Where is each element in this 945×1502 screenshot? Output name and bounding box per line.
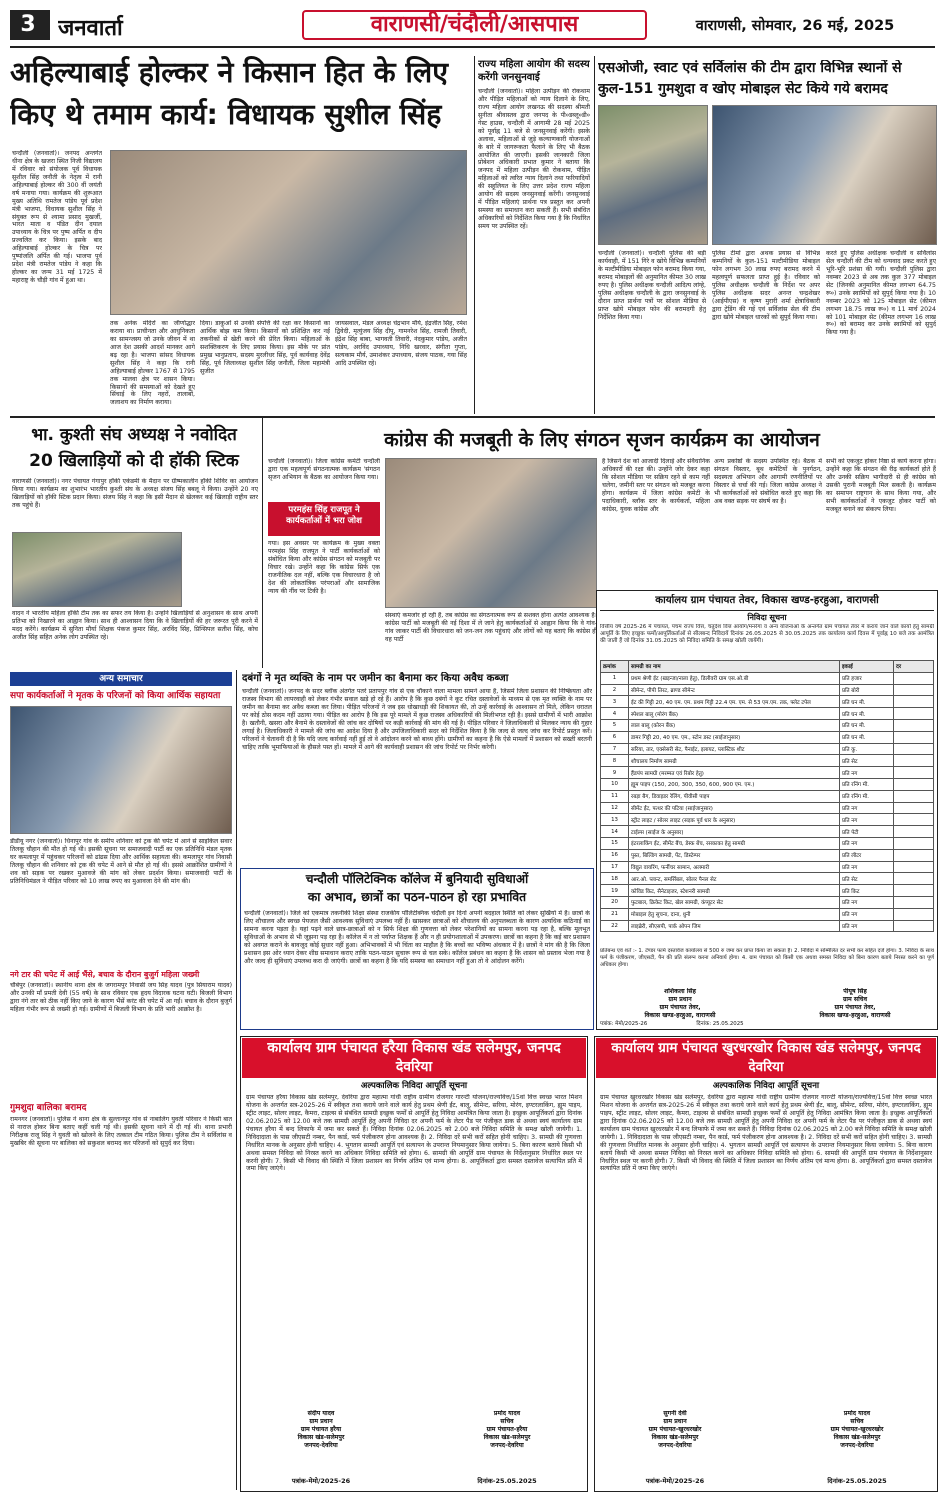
haraiya-sig1-0: संदीप यादव (307, 1410, 335, 1417)
tender-cell: प्रति नग (840, 920, 894, 932)
masthead (0, 0, 945, 48)
land-body: चन्दौली (जनवार्ता)। जनपद के सदर ब्लॉक अंतर्गत पतरे प्रतापपुर गांव से एक चौंकाने वाला मामला सामने आया है, जिसमें जिला प्रशासन की निष्क्रियता और राजस्व विभाग की लापरवाही को लेकर गंभीर सवाल खड़े हो रहे हैं। आरोप है कि कुछ दबंगों ने कूट रचित दस्तावेजों के माध्यम से एक मृत व्यक्ति के नाम पर जमीन का बैनामा कर अवैध कब्जा कर लिया। पीड़ित परिजनों ने जब इस धोखाधड़ी की शिकायत की, तो उन्हें कार्रवाई के आश्वासन तो मिले, लेकिन धरातल पर कोई ठोस कदम नहीं उठाया गया। पीड़ित का आरोप है कि इस पूरे मामले में कुछ राजस्व अधिकारियों की मिलीभगत रही है। इससे ग्रामीणों में भारी आक्रोश है। खतौनी, खसरा और बैनामे के दस्तावेजों की जांच कर दोषियों पर कड़ी कार्रवाई की मांग की गई है। पीड़ित परिवार ने जिलाधिकारी से मिलकर न्याय की गुहार लगाई है। जिलाधिकारी ने मामले की जांच का आदेश दिया है और उपजिलाधिकारी सदर को निर्देशित किया है कि जल्द से जल्द जांच कर रिपोर्ट प्रस्तुत करें। परिजनों ने चेतावनी दी है कि यदि जल्द कार्रवाई नहीं हुई तो वे आंदोलन करने को बाध्य होंगे। ग्रामीणों का कहना है कि ऐसे मामलों में प्रशासन को सख्ती बरतनी चाहिए ताकि भूमाफियाओं के हौसले पस्त हों। मामले में आगे की कार्यवाही प्रशासन की जांच रिपोर्ट पर निर्भर करेगी। (242, 688, 592, 751)
haraiya-ref: पत्रांक-मेमो/2025-26 (291, 1477, 351, 1485)
lead-headline-1: अहिल्याबाई होल्कर ने किसान हित के लिए (10, 56, 448, 89)
hockey-body-2: वादन ने भारतीय महिला हॉकी टीम तक का सफर तय किया है। उन्होंने खिलाड़ियों से अनुशासन के साथ अपनी प्रतिभा को निखारने का आह्वान किया। साथ ही आश्वासन दिया कि वे खिलाड़ियों की हर जरूरत पूरी करने में मदद करेंगे। कार्यक्रम में सुनिता मौर्या शिक्षक पंकज कुमार सिंह, अरविंद सिंह, प्रिन्सिपल सतीश सिंह, कोच अजीत सिंह सहित अनेक लोग उपस्थित रहे। (12, 610, 258, 641)
haraiya-sig2-2: ग्राम पंचायत-हरैया (486, 1426, 528, 1434)
tender-table (600, 660, 934, 932)
haraiya-sig2-0: प्रमोद यादव (493, 1410, 521, 1417)
haraiya-body: ग्राम पंचायत हरैया विकास खंड सलेमपुर, देवरिया द्वारा महात्मा गांधी राष्ट्रीय ग्रामीण रोजगार गारन्टी योजना/राज्यवित्त/15वां वित्त स्वच्छ भारत मिशन योजना के अन्तर्गत सत्र-2025-26 में स्वीकृत तथा कराये जाने वाले कार्य हेतु प्रथम श्रेणी ईंट, बालू, सीमेन्ट, सरिया, मोरंग, इण्टरलाकिंग, ह्यूम पाइप, स्ट्रीट लाइट, सोलर लाइट, कैमरा, टाइल्स से संबंधित सामग्री इच्छुक फर्मों से आपूर्ति हेतु निविदा आमंत्रित किया जाता है। इच्छुक आपूर्तिकर्ता द्वारा दिनांक 02.06.2025 को 12.00 बजे तक सामग्री आपूर्ति हेतु अपनी निविदा दर अपनी फर्म के लेटर पैड पर पंजीकृत डाक से अथवा स्वयं कार्यालय ग्राम पंचायत हरैया में बन्द लिफाफे में जमा कर सकते हैं। निविदा दिनांक 02.06.2025 को 2.00 बजे निविदा समिति के समक्ष खोली जायेगी। 1. निविदादाता के पास जीएसटी नम्बर, पैन कार्ड, फर्म पंजीकरण होना आवश्यक है। 2. निविदा दरें सभी करों सहित होनी चाहिए। 3. सामग्री की गुणवत्ता निर्धारित मानक के अनुसार होनी चाहिए। 4. भुगतान सामग्री आपूर्ति एवं सत्यापन के उपरान्त नियमानुसार किया जायेगा। 5. बिना कारण बताये किसी भी अथवा समस्त निविदा को निरस्त करने का अधिकार निविदा समिति को होगा। 6. सामग्री की आपूर्ति ग्राम पंचायत के निर्देशानुसार निर्धारित स्थल पर करनी होगी। 7. किसी भी विवाद की स्थिति में जिला प्रशासन का निर्णय अंतिम एवं मान्य होगा। 8. आपूर्तिकर्ता द्वारा समस्त दस्तावेज सत्यापित प्रति में जमा किए जाएंगे। (246, 1094, 582, 1173)
haraiya-sig1-4: जनपद-देवरिया (304, 1442, 338, 1450)
tender-cell (894, 896, 934, 908)
sog-headline-1: एसओजी, स्वाट एवं सर्विलांस की टीम द्वारा विभिन्न स्थानों से (598, 60, 902, 76)
sog-photo-2 (712, 105, 937, 245)
tender-sig2-1: ग्राम सचिव (842, 996, 868, 1004)
tender-sig2-2: ग्राम पंचायत तेवर, (834, 1004, 876, 1012)
tender-cell: 6 (601, 731, 629, 743)
congress-body-4: अन्य प्रकोष्ठों के सदस्य उपस्थित रहे। बैठक में संगठन विस्तार, बूथ कमेटियों के पुनर्गठन, सदस्यता अभियान और आगामी रणनीतियों पर विस्तार से चर्चा की गई। जिला कांग्रेस अध्यक्ष ने भी कार्यकर्ताओं को संबोधित करते हुए कहा कि अब वक्त सड़क पर संघर्ष का है। (714, 458, 822, 505)
tender-cell (894, 802, 934, 814)
haraiya-sig-1 (246, 1410, 396, 1450)
table-row (601, 885, 934, 897)
table-row (601, 672, 934, 684)
tender-cell (894, 908, 934, 920)
tender-cell: पुस्त, बिल्डिंग सामग्री, पेंट, डिस्टेम्पर (629, 849, 840, 861)
tender-sig1-1: ग्राम प्रधान (668, 996, 692, 1004)
sog-body-col1: चन्दौली (जनवार्ता)। चन्दौली पुलिस की बड़ी कार्यवाही, में 151 गिरे व खोये विभिन्न कम्पनियों के मल्टीमीडिया मोबाइल फोन बरामद किया गया, बरामद मोबाइलों की अनुमानित कीमत 30 लाख रुपए है। पुलिस अधीक्षक चन्दौली आदित्य लांग्हे, पुलिस अधीक्षक चन्दौली के द्वारा जनसुनवाई के दौरान प्राप्त प्रार्थना पत्रों पर सोशल मीडिया से प्राप्त खोये मोबाइल फोन की बरामदगी हेतु निर्देशित किया गया। (598, 250, 706, 321)
tender-sig2-0: पीयूष सिंह (843, 988, 867, 995)
table-row (601, 755, 934, 767)
tender-cell (894, 790, 934, 802)
tender-header-cell: सामग्री का नाम (629, 661, 840, 673)
haraiya-sig1-2: ग्राम पंचायत हरैया (300, 1426, 342, 1434)
haraiya-sig2-3: विकास खंड-सलेमपुर (483, 1434, 531, 1442)
tender-cell: 3 (601, 696, 629, 708)
tender-cell: 20 (601, 896, 629, 908)
tender-cell: प्रति सेट (840, 755, 894, 767)
tender-cell (894, 920, 934, 932)
tender-ref: पत्रांक: मेमो/2025-26 (600, 1021, 648, 1027)
tender-cell: 14 (601, 826, 629, 838)
tender-table-wrap (600, 660, 934, 932)
tender-cell: लाल बालू (कोरन बैंक) (629, 719, 840, 731)
congress-body-6: संस्थाएं कमजोर हो रही हैं, तब कांग्रेस का संगठनात्मक रूप से सशक्त होना अत्यंत आवश्यक है। कांग्रेस पार्टी को मजबूती की नई दिशा में ले जाने हेतु कार्यकर्ताओं से आह्वान किया कि वे गांव-गांव जाकर पार्टी की विचारधारा को जन-जन तक पहुंचाएं और लोगों को यह बताएं कि कांग्रेस ही वह पार्टी (385, 612, 597, 643)
haraiya-sig2-4: जनपद-देवरिया (490, 1442, 524, 1450)
tender-tevar-title: कार्यालय ग्राम पंचायत तेवर, विकास खण्ड-हरहुआ, वाराणसी (655, 595, 879, 606)
table-row (601, 684, 934, 696)
table-row (601, 696, 934, 708)
congress-subhead: परमहंस सिंह राजपूत ने कार्यकर्ताओं में भरा जोश (286, 505, 362, 526)
tender-cell: प्रति नग (840, 896, 894, 908)
khurd-title: कार्यालय ग्राम पंचायत खुरधरखोर विकास खंड सलेमपुर, जनपद देवरिया (596, 1038, 936, 1078)
tender-cell: प्रति नग (840, 814, 894, 826)
tender-cell: प्रति बोरी (840, 684, 894, 696)
sog-photo-1 (598, 105, 708, 245)
tender-cell: शौचालय निर्माण सामग्री (629, 755, 840, 767)
dateline: वाराणसी, सोमवार, 26 मई, 2025 (695, 18, 895, 34)
congress-body-2: गया। इस अवसर पर कार्यक्रम के मुख्य वक्ता परमहंस सिंह राजपूत ने पार्टी कार्यकर्ताओं को संबोधित किया और कांग्रेस संगठन को मजबूती पर विचार रखे। उन्होंने कहा कि कांग्रेस सिर्फ एक राजनीतिक दल नहीं, बल्कि एक विचारधारा है जो देश की लोकतांत्रिक परंपराओं और सामाजिक न्याय की नींव पर टिकी है। (268, 540, 380, 595)
tender-cell (894, 873, 934, 885)
tender-cell (894, 719, 934, 731)
tender-cell: प्रति रनिंग मी. (840, 778, 894, 790)
tender-cell: 4 (601, 708, 629, 720)
land-headline: दबंगों ने मृत व्यक्ति के नाम पर जमीन का बैनामा कर किया अवैध कब्जा (242, 673, 509, 684)
tender-cell: प्रति नग (840, 837, 894, 849)
khurd-sig1-1: ग्राम प्रधान (663, 1418, 687, 1426)
table-row (601, 790, 934, 802)
table-row (601, 778, 934, 790)
tender-cell: 17 (601, 861, 629, 873)
side-body-1: डीडीयू नगर (जनवार्ता)। धिनापुर गांव के समीप शनिवार को ट्रक की चपेट में आने से साइकिल सवार तिलकू चौहान की मौत हो गई थी। इसकी सूचना पर समाजवादी पार्टी का एक प्रतिनिधि मंडल मृतक घर कमलापुर में पहुंचकर परिजनों को ढांढस दिया और आर्थिक सहायता की। कमलापुर गांव निवासी तिलकू चौहान की शनिवार को ट्रक की चपेट में आने से मौत हो गई थी। इससे आक्रोशित ग्रामीणों ने शव को सड़क पर रखकर मुआवजे की मांग को लेकर प्रदर्शन किया। समाजवादी पार्टी के प्रतिनिधिमंडल ने पीड़ित परिवार को 10 लाख रुपए का मुआवजा देने की मांग की। (10, 838, 232, 885)
tender-cell (894, 708, 934, 720)
khurd-sig1-4: जनपद-देवरिया (658, 1442, 692, 1450)
tender-cell (894, 743, 934, 755)
table-row (601, 908, 934, 920)
tender-sig-1 (600, 988, 760, 1020)
tender-cell (894, 778, 934, 790)
table-row (601, 814, 934, 826)
tender-cell (894, 755, 934, 767)
tender-cell: प्रति घन मी. (840, 696, 894, 708)
tender-sig1-0: शशिकला सिंह (664, 988, 696, 995)
tender-cell: प्रति हजार (840, 672, 894, 684)
side-photo (10, 706, 232, 834)
tender-cell: कोविड किट, सैनेटाइजर, स्टेशनरी सामग्री (629, 885, 840, 897)
tender-cell (894, 826, 934, 838)
tender-cell: स्ट्रीट लाइट / सोलर लाइट (सड़क पूर्व धार के अनुसार) (629, 814, 840, 826)
tender-cell (894, 861, 934, 873)
khurd-sig2-0: प्रमोद यादव (843, 1410, 871, 1417)
tender-cell: फुटबाल, क्रिकेट किट, खेल सामग्री, कंप्यूटर सेट (629, 896, 840, 908)
sog-headline-2: कुल-151 गुमशुदा व खोए मोबाइल सेट किये गये बरामद (598, 81, 888, 97)
tender-date: दिनांक: 25.05.2025 (696, 1021, 744, 1027)
haraiya-sig1-3: विकास खंड-सलेमपुर (297, 1434, 345, 1442)
tender-header-cell: दर (894, 661, 934, 673)
tender-cell: 12 (601, 802, 629, 814)
tender-cell: 2 (601, 684, 629, 696)
tender-cell: प्रति नग (840, 802, 894, 814)
tender-cell: प्रति कु. (840, 743, 894, 755)
side-headline-2: नगे टार की चपेट में आई भैंसे, बचाव के दौरान बुजुर्ग महिला जख्मी (10, 970, 200, 979)
khurd-subtitle: अल्पकालिक निविदा आपूर्ति सूचना (712, 1081, 820, 1091)
sog-body-col2: पुलिस टीमों द्वारा अथक प्रयास से विभिन्न कम्पनियों के कुल-151 मल्टीमीडिया मोबाइल फोन लगभग 30 लाख रुपए बरामद करने में महत्वपूर्ण सफलता प्राप्त हुई है। रविवार को पुलिस अधीक्षक चन्दौली के निर्देश पर अपर पुलिस अधीक्षक सदर अनन्त चन्द्रशेखर (आईपीएस) व कृष्ण मुरारी शर्मा क्षेत्राधिकारी द्वारा ट्रेडिंग की गई एवं सर्विलांस सेल की टीम द्वारा खोये मोबाइल धारकों को सुपुर्द किया गया। (712, 250, 820, 321)
table-row (601, 708, 934, 720)
tender-cell: 11 (601, 790, 629, 802)
tender-cell: प्रति लीटर (840, 849, 894, 861)
tender-cell (894, 767, 934, 779)
hockey-headline-2: 20 खिलाड़ियों को दी हॉकी स्टिक (29, 451, 239, 471)
tender-cell: 22 (601, 920, 629, 932)
haraiya-title: कार्यालय ग्राम पंचायत हरैया विकास खंड सलेमपुर, जनपद देवरिया (242, 1038, 586, 1078)
tender-sig1-2: ग्राम पंचायत तेवर, (659, 1004, 701, 1012)
tender-cell: 19 (601, 885, 629, 897)
poly-headline-1: चन्दौली पॉलिटेक्निक कॉलेज में बुनियादी सुविधाओं (305, 872, 529, 886)
khurd-sig2-2: ग्राम पंचायत-खुरधरखोर (830, 1426, 884, 1434)
hockey-photo (12, 532, 182, 607)
page-number: 3 (20, 12, 36, 37)
tender-header-cell: क्रमांक (601, 661, 629, 673)
tender-cell: रबड़ा बैग, डिवाइडर रेलिंग, पीवीसी पाइप (629, 790, 840, 802)
tender-cell: ईट की गिट्टी 20, 40 एम. एम. प्रथम गिट्टी 22.4 एम. एम. से 53 एम.एम. तक, फ्लेट टपेल (629, 696, 840, 708)
table-row (601, 767, 934, 779)
haraiya-sig2-1: सचिव (500, 1418, 514, 1426)
tender-cell: सीमेंट ईंट, पत्थर की पटिया (साईजानुसार) (629, 802, 840, 814)
tender-cell: टाईल्स (साईज के अनुसार) (629, 826, 840, 838)
table-row (601, 861, 934, 873)
lead-body-col3: दिया। डाकुओं से उनकी संपत्ति की रक्षा कर किसानों का आर्थिक बोझ कम किया। किसानों को प्रशिक्षित कर नई तकनीकों से खेती करने की प्रेरित किया। महिलाओं के सशक्तिकरण के लिए प्रयास किया। इस मौके पर प्रांत प्रमुख भानुप्रताप, सदस्य मुरलीधर सिंह, पूर्व कार्यवाह देवेंद्र सिंह, पूर्व जिलाध्यक्ष सुशील सिंह जनौती, जिला महामंत्री सुजीत (200, 320, 330, 375)
tender-cell: 8 (601, 755, 629, 767)
tender-cell: 1 (601, 672, 629, 684)
congress-photo (385, 458, 597, 608)
haraiya-subtitle: अल्पकालिक निविदा आपूर्ति सूचना (360, 1081, 468, 1091)
tender-cell: 15 (601, 837, 629, 849)
sog-body-col3: करते हुए पुलिस अधीक्षक चन्दौली व सर्विलांस सेल चन्दौली की टीम को धन्यवाद प्रकट करते हुए भूरि-भूरि प्रशंसा की गयी। चन्दौली पुलिस द्वारा नवम्बर 2023 से अब तक कुल 377 मोबाइल सेट (जिनकी अनुमानित कीमत लगभग 64.75 रू०) उनके स्वामियों को सुपुर्द किया गया है। 10 नवम्बर 2023 को 125 मोबाइल सेट (कीमत लगभग 18.75 लाख रू०) व 11 मार्च 2024 को 101 मोबाइल सेट (कीमत लगभग 16 लाख रू०) को बरामद कर उनके स्वामियों को सुपुर्द किया गया है। (826, 250, 936, 337)
tender-cell (894, 696, 934, 708)
table-row (601, 920, 934, 932)
tender-cell: आर.ओ. प्लान्ट, समर्सिबल, सोलर पैनल सेट (629, 873, 840, 885)
tender-tevar-intro: वित्तीय वर्ष 2025-26 में पंचायत, पंचम राज्य वित्त, चतुर्दश वित्त आयोग/मनरेगा व अन्य योजनाओं के अन्तर्गत ग्राम पंचायत तेवर में कराये जाने वाले कार्यों हेतु सामग्री आपूर्ति के लिए इच्छुक फर्मों/आपूर्तिकर्ताओं से सीलबन्द निविदायें दिनांक 26.05.2025 से 30.05.2025 तक कार्यालय कार्य दिवस में पूर्वाह्न 10 बजे तक आमंत्रित की जाती हैं जो दिनांक 31.05.2025 को निविदा समिति के समक्ष खोली जायेंगी। (600, 624, 934, 645)
lead-photo (110, 150, 467, 315)
tender-tevar-subtitle: निविदा सूचना (747, 613, 787, 622)
haraiya-sig1-1: ग्राम प्रधान (309, 1418, 333, 1426)
paper-name: जनवार्ता (58, 16, 123, 41)
tender-cell: प्रति नग (840, 861, 894, 873)
tender-terms: प्रतिबन्ध एवं शर्तें :- 1. टेण्डर फार्म दस्तावेज कार्यालय से 500 रु जमा कर प्राप्त किया जा सकता है। 2. निविदा में सम्मिलित दर सभी कर सहित दर्ज होगा। 3. निविदा के साथ फर्म के पंजीकरण, जीएसटी, पैन की प्रति संलग्न करना अनिवार्य होगा। 4. ग्राम पंचायत को किसी एक अथवा समस्त निविदा को बिना कारण बताये निरस्त करने का पूर्ण अधिकार होगा। (600, 948, 934, 968)
tender-cell: प्रति सेट (840, 873, 894, 885)
tender-cell: डामर गिट्टी 20, 40 एम. एम., स्टोन डस्ट (साईजानुसार) (629, 731, 840, 743)
tender-cell: 16 (601, 849, 629, 861)
khurd-sig1-2: ग्राम पंचायत-खुरधरखोर (648, 1426, 702, 1434)
tender-sig1-3: विकास खण्ड-हरहुआ, वाराणसी (644, 1012, 716, 1020)
congress-body-5: सभी को एकजुट होकर निष्ठा से कार्य करना होगा। उन्होंने कहा कि संगठन की रीढ़ कार्यकर्ता होते हैं और उनकी सक्रिय भागीदारी से ही कांग्रेस को उसकी पुरानी मजबूती मिल सकती है। कार्यक्रम का समापन राष्ट्रगान के साथ किया गया, और सभी कार्यकर्ताओं ने एकजुट होकर पार्टी को मजबूत बनाने का संकल्प लिया। (826, 458, 936, 513)
tender-cell: हैंडपंप सामग्री (मरम्मत एवं रिबोर हेतु) (629, 767, 840, 779)
khurd-sig2-3: विकास खंड-सलेमपुर (833, 1434, 881, 1442)
tender-cell (894, 731, 934, 743)
lead-body-col4: जायसवाल, मंडल अध्यक्ष चंद्रभान मौर्य, इंद्रजीत सिंह, रमेश द्विवेदी, मृत्युंजय सिंह दीपू, गामनरेश सिंह, रामजी तिवारी, इंद्रेश सिंह बाबा, भागवती तिवारी, नंदकुमार पांडेय, अजीत पांडेय, अरविंद उपाध्याय, निधि खरवार, संगीता गुप्ता, सत्यकाम मौर्य, उमाशंकर उपाध्याय, संजय पाठक, गया सिंह आदि उपस्थित रहे। (335, 320, 467, 367)
khurd-date: दिनांक-25.05.2025 (827, 1477, 887, 1485)
tender-cell: प्रथम श्रेणी ईट (खड़न्जा/नाला हेतु), डिलीवरी ग्राम एस.ओ.बी (629, 672, 840, 684)
tender-header-cell: इकाई (840, 661, 894, 673)
tender-cell: 7 (601, 743, 629, 755)
women-comm-headline: राज्य महिला आयोग की सदस्य करेंगी जनसुनवाई (478, 59, 590, 83)
tender-cell: प्रति घन मी. (840, 731, 894, 743)
khurd-sig2-4: जनपद-देवरिया (840, 1442, 874, 1450)
tender-cell: 10 (601, 778, 629, 790)
table-row (601, 731, 934, 743)
tender-cell (894, 885, 934, 897)
table-row (601, 837, 934, 849)
tender-cell: 13 (601, 814, 629, 826)
haraiya-date: दिनांक-25.05.2025 (477, 1477, 537, 1485)
congress-headline: कांग्रेस की मजबूती के लिए संगठन सृजन कार्यक्रम का आयोजन (384, 429, 820, 451)
tender-sig2-3: विकास खण्ड-हरहुआ, वाराणसी (819, 1012, 891, 1020)
side-body-2: चौबेपुर (जनवार्ता)। स्थानीय थाना क्षेत्र के जगरामपुर निवासी जय सिंह यादव (पुत्र सियाराम यादव) और उनकी माँ प्रमती देवी (55 वर्ष) के साथ रविवार एक हृदय विदारक घटना घटी। बिजली विभाग द्वारा नंगे तार को ठीक नहीं किए जाने के कारण भैंसें करंट की चपेट में आ गईं। बचाव के दौरान बुजुर्ग महिला गंभीर रूप से जख्मी हो गई। ग्रामीणों में बिजली विभाग के प्रति भारी आक्रोश है। (10, 982, 232, 1013)
side-label: अन्य समाचार (10, 672, 232, 686)
hockey-headline-1: भा. कुश्ती संघ अध्यक्ष ने नवोदित (31, 425, 237, 445)
lead-headline-2: किए थे तमाम कार्य: विधायक सुशील सिंह (10, 98, 442, 131)
tender-cell: प्रति घन मी. (840, 708, 894, 720)
khurd-sig2-1: सचिव (850, 1418, 864, 1426)
table-row (601, 743, 934, 755)
khurd-sig-2 (782, 1410, 932, 1450)
tender-cell: प्रति नग (840, 908, 894, 920)
table-row (601, 849, 934, 861)
haraiya-sig-2 (432, 1410, 582, 1450)
congress-subhead-box (268, 502, 380, 536)
tender-cell (894, 814, 934, 826)
table-row (601, 802, 934, 814)
side-headline-1: सपा कार्यकर्ताओं ने मृतक के परिजनों को किया आर्थिक सहायता (10, 691, 221, 701)
tender-cell (894, 837, 934, 849)
khurd-ref: पत्रांक-मेमो/2025-26 (645, 1477, 705, 1485)
tender-cell: प्रति किट (840, 885, 894, 897)
tender-cell (894, 849, 934, 861)
khurd-sig1-3: विकास खंड-सलेमपुर (651, 1434, 699, 1442)
table-row (601, 896, 934, 908)
tender-cell: प्रति पेटी (840, 826, 894, 838)
tender-cell (894, 684, 934, 696)
tender-cell: सीमेन्ट, पीपी तिरट, ब्राण्ड सीमेन्ट (629, 684, 840, 696)
hockey-body-top (12, 478, 258, 530)
side-headline-3: गुमशुदा बालिका बरामद (10, 1103, 87, 1113)
tender-cell: प्रति घन मी. (840, 719, 894, 731)
tender-cell: लाइब्रेरी, सीएसपी, पार्क ओपन जिम (629, 920, 840, 932)
tender-cell: सरिया, तार, एक्सेसरी सेट, पैनाईट, इलायट, प्लास्टिक शीट (629, 743, 840, 755)
tender-cell: प्रति नग (840, 767, 894, 779)
tender-cell: 18 (601, 873, 629, 885)
tender-cell: प्रति रनिंग मी. (840, 790, 894, 802)
hockey-body-1: वाराणसी (जनवार्ता)। नगर पंचायत गंगापुर हॉकी एकेडमी के मैदान पर ग्रीष्मकालीन हॉकी शिविर का आयोजन किया गया। कार्यक्रम का शुभारंभ भारतीय कुश्ती संघ के अध्यक्ष संजय सिंह बबलू ने किया। उन्होंने 20 नए खिलाड़ियों को हॉकी स्टिक प्रदान किया। संजय सिंह ने कहा कि इसी मैदान से खेलकर कई खिलाड़ी राष्ट्रीय स्तर तक पहुंचे हैं। (12, 478, 258, 509)
poly-body: चन्दौली (जनवार्ता)। जिले को एकमात्र तकनीकी शिक्षा संस्था राजकीय पॉलिटेक्निक चंदौली इन दिनों अपनी बदहाल स्थिति को लेकर सुर्खियों में है। छात्रों के लिए शौचालय और स्वच्छ पेयजल जैसी आवश्यक सुविधाएं उपलब्ध नहीं हैं। खासकर छात्राओं को शौचालय की अनुपलब्धता के कारण अत्यधिक कठिनाई का सामना करना पड़ता है। यहां पढ़ने वाले छात्र-छात्राओं को न सिर्फ शिक्षा की गुणवत्ता को लेकर परेशानियों का सामना करना पड़ रहा है, बल्कि मूलभूत सुविधाओं के अभाव से भी जूझना पड़ रहा है। कॉलेज में न तो पर्याप्त शिक्षक हैं और न ही प्रयोगशालाओं में उपकरण। छात्रों का कहना है कि कई बार प्रशासन को अवगत कराने के बावजूद कोई सुधार नहीं हुआ। अभिभावकों में भी चिंता का माहौल है कि बच्चों का भविष्य अंधकार में है। छात्रों ने मांग की है कि जिला प्रशासन इस ओर ध्यान देकर शीघ्र समाधान कराए ताकि पठन-पाठन सुचारू रूप से चल सके। कॉलेज प्रबंधन का कहना है कि शासन को प्रस्ताव भेजा गया है और जल्द ही सुविधाएं उपलब्ध करा दी जाएंगी। छात्रों का कहना है कि यदि समस्या का समाधान नहीं हुआ तो वे आंदोलन करेंगे। (244, 910, 590, 965)
poly-headline-2: का अभाव, छात्रों का पठन-पाठन हो रहा प्रभावित (307, 890, 527, 904)
khurd-body: ग्राम पंचायत खुरधरखोर विकास खंड सलेमपुर, देवरिया द्वारा महात्मा गांधी राष्ट्रीय ग्रामीण रोजगार गारन्टी योजना/राज्यवित्त/15वां वित्त स्वच्छ भारत मिशन योजना के अन्तर्गत सत्र-2025-26 में स्वीकृत तथा कराये जाने वाले कार्य हेतु प्रथम श्रेणी ईंट, बालू, सीमेन्ट, सरिया, मोरंग, इण्टरलाकिंग, ह्यूम पाइप, स्ट्रीट लाइट, सोलर लाइट, कैमरा, टाइल्स से संबंधित सामग्री इच्छुक फर्मों से आपूर्ति हेतु निविदा आमंत्रित किया जाता है। इच्छुक आपूर्तिकर्ता द्वारा दिनांक 02.06.2025 को 12.00 बजे तक सामग्री आपूर्ति हेतु अपनी निविदा दर अपनी फर्म के लेटर पैड पर पंजीकृत डाक से अथवा स्वयं कार्यालय ग्राम पंचायत खुरधरखोर में बन्द लिफाफे में जमा कर सकते हैं। निविदा दिनांक 02.06.2025 को 2.00 बजे निविदा समिति के समक्ष खोली जायेगी। 1. निविदादाता के पास जीएसटी नम्बर, पैन कार्ड, फर्म पंजीकरण होना आवश्यक है। 2. निविदा दरें सभी करों सहित होनी चाहिए। 3. सामग्री की गुणवत्ता निर्धारित मानक के अनुसार होनी चाहिए। 4. भुगतान सामग्री आपूर्ति एवं सत्यापन के उपरान्त नियमानुसार किया जायेगा। 5. बिना कारण बताये किसी भी अथवा समस्त निविदा को निरस्त करने का अधिकार निविदा समिति को होगा। 6. सामग्री की आपूर्ति ग्राम पंचायत के निर्देशानुसार निर्धारित स्थल पर करनी होगी। 7. किसी भी विवाद की स्थिति में जिला प्रशासन का निर्णय अंतिम एवं मान्य होगा। 8. आपूर्तिकर्ता द्वारा समस्त दस्तावेज सत्यापित प्रति में जमा किए जाएंगे। (600, 1094, 932, 1173)
tender-cell: स्पेशल बालू (मोरंग बैंक) (629, 708, 840, 720)
side-body-3: रामनगर (जनवार्ता)। पुलिस ने थाना क्षेत्र के सुल्तानपुर गांव से नाबालिग युवती परिवार ने किसी बात से नाराज होकर बिना बताए कहीं चली गई थी। इसकी सूचना थाने में दी गई थी। थाना प्रभारी निरीक्षक राजू सिंह ने युवती को खोजने के लिए तत्काल टीम गठित किया। पुलिस टीम ने सर्विलांस व मुखबिर की सूचना पर बालिका को सकुशल बरामद कर परिजनों को सुपुर्द कर दिया। (10, 1116, 232, 1147)
tender-cell: ह्यूम पाइप (150, 200, 300, 350, 600, 900 एम. एम.) (629, 778, 840, 790)
tender-cell: इंटरलाकिंग ईंट, सीमेंट बैंच, डेस्क बेंच, रसकाका हेतु सामग्री (629, 837, 840, 849)
khurd-sig1-0: सुगनी देवी (663, 1410, 687, 1417)
tender-cell: विद्युत वायरिंग, फर्नीचर सामान, अलमारी (629, 861, 840, 873)
table-row (601, 719, 934, 731)
congress-body-1: चन्दौली (जनवार्ता)। जिला कांग्रेस कमेटी चन्दौली द्वारा एक महत्वपूर्ण संगठनात्मक कार्यक्रम 'संगठन सृजन अभियान के बैठक का आयोजन किया गया। (268, 458, 380, 481)
table-row (601, 826, 934, 838)
tender-cell: 21 (601, 908, 629, 920)
section-title: वाराणसी/चंदौली/आसपास (302, 10, 647, 40)
tender-cell: मोबाइल हेतु सूचना, दाना, धुनी (629, 908, 840, 920)
tender-cell: 5 (601, 719, 629, 731)
tender-cell: 9 (601, 767, 629, 779)
women-comm-body: चन्दौली (जनवार्ता)। महिला उत्पीड़न की रोकथाम और पीड़ित महिलाओं को न्याय दिलाने के लिए, राज्य महिला आयोग लखनऊ की सदस्या श्रीमती सुनीता श्रीवास्तव द्वारा जनपद के पी०डब्लू०डी० गेस्ट हाउस, चन्दौली में आगामी 28 मई 2025 को पूर्वाह्न 11 बजे से जनसुनवाई करेंगी। इसके अलावा, महिलाओं से जुड़े कल्याणकारी योजनाओं के बारे में जागरूकता फैलाने के लिए भी बैठक आयोजित की जाएगी। इसकी जानकारी जिला प्रोबेशन अधिकारी प्रभात कुमार ने बताया कि जनपद में महिला उत्पीड़न की रोकथाम, पीड़ित महिलाओं को त्वरित न्याय दिलाने तथा फरियादियों की सहूलियत के लिए उत्तर प्रदेश राज्य महिला आयोग की सदस्य जनसुनवाई करेंगी। जनसुनवाई में पीड़ित महिलाएं प्रार्थना पत्र प्रस्तुत कर अपनी समस्या का समाधान करा सकती हैं। सभी संबंधित अधिकारियों को निर्देशित किया गया है कि निर्धारित समय पर उपस्थित रहें। (478, 88, 590, 230)
khurd-sig-1 (600, 1410, 750, 1450)
lead-body-col2: तक अनेक मंदिरों का जीर्णोद्धार कराया था। प्राचीनता और आधुनिकता का सामन्जस्य जो उनके जीवन में था आज देश उसकी आदर्श मानकर आगे बढ़ रहा है। भाजपा सांसद विधायक सुशील सिंह ने कहा कि रानी अहिल्याबाई होल्कर 1767 से 1795 तक मालवा क्षेत्र पर शासन किया। किसानों की समस्याओं को देखते हुए सिंचाई के लिए नहरों, तालाबों, जलाशय का निर्माण कराया। (110, 320, 195, 407)
lead-body-col1: चन्दौली (जनवार्ता)। जनपद अन्तर्गत धीना क्षेत्र के खजरा स्थित निजी विद्यालय में रविवार को संयोजक पूर्व विधायक सुशील सिंह जनौती के नेतृत्व में रानी अहिल्याबाई होल्कर की 300 वीं जयंती वर्ष मनाया गया। कार्यक्रम की शुरूआत मुख्य अतिथि रामतेज पांडेय पूर्व प्रदेश मंत्री भाजपा, विधायक सुशील सिंह ने संयुक्त रूप से श्यामा प्रसाद मुखर्जी, भारत माता व पंडित दीन दयाल उपाध्याय के चित्र पर पुष्प अर्पित व दीप प्रज्वलित कर किया। इसके बाद अहिल्याबाई होल्कर के चित्र पर पुष्पांजलि अर्पित की गई। भाजपा पूर्व प्रदेश मंत्री रामतेज पांडेय ने कहा कि होल्कर का जन्म 31 मई 1725 में महाराष्ट्र के चौड़ी गांव में हुआ था। (12, 150, 102, 284)
tender-cell (894, 672, 934, 684)
congress-body-3: है जिसने देश को आजादी दिलाई और संवैधानिक अधिकारों की रक्षा की। उन्होंने जोर देकर कहा कि सोशल मीडिया पर सक्रिय रहने से काम नहीं चलेगा, जमीनी स्तर पर संगठन को मजबूत करना होगा। कार्यक्रम में जिला कांग्रेस कमेटी के पदाधिकारी, ब्लॉक स्तर के कार्यकर्ता, महिला कांग्रेस, युवक कांग्रेस और (602, 458, 710, 513)
table-row (601, 873, 934, 885)
tender-sig-2 (775, 988, 935, 1020)
